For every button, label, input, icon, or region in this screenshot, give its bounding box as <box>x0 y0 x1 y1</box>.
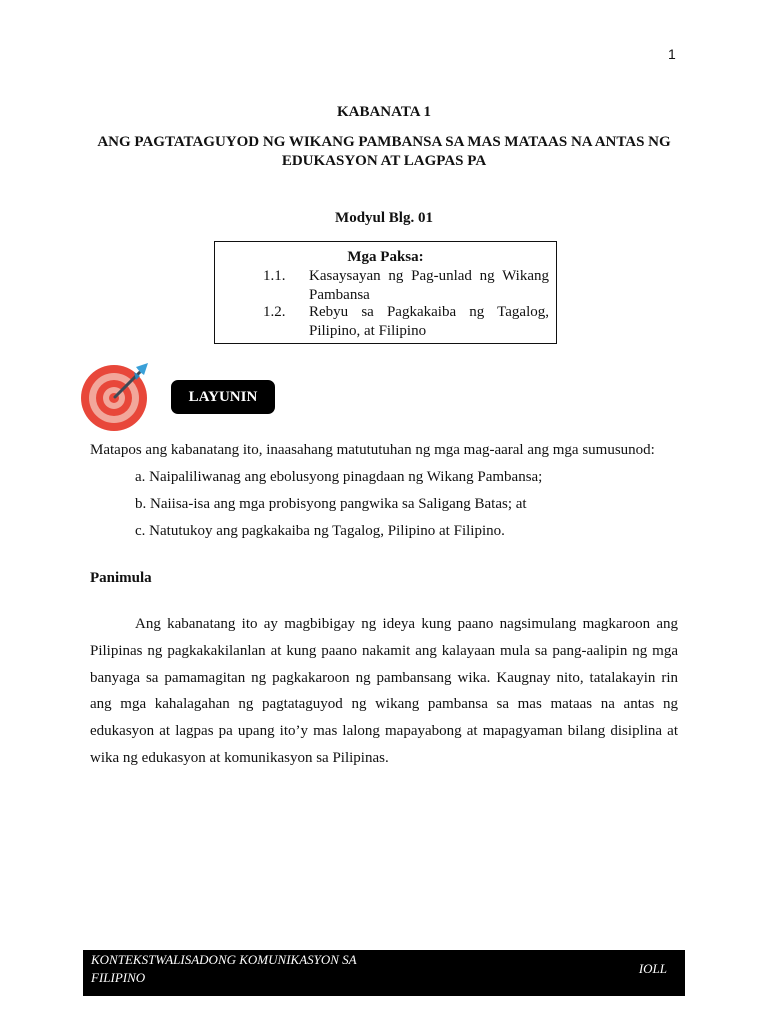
page-number: 1 <box>668 46 676 62</box>
introduction-paragraph: Ang kabanatang ito ay magbibigay ng ideya kung paano nagsimulang magkaroon ang Pilipinas ng pagkakakilanlan at kung paano nakamit ang kalayaan mula sa pang-aalipin ng mga banyaga sa pamamagitan ng pagkakaroon ng pambansang wika. Kaugnay nito, tatalakayin rin ang mga kahalagahan ng pagtataguyod ng wikang pambansa sa mas mataas na antas ng edukasyon at lagpas pa upang ito’y mas lalong mapayabong at mapagyaman bilang disiplina at wika ng edukasyon at komunikasyon sa Pilipinas. <box>90 616 678 766</box>
topic-text: Rebyu sa Pagkakaiba ng Tagalog, Pilipino, at Filipino <box>309 304 549 339</box>
chapter-title: ANG PAGTATAGUYOD NG WIKANG PAMBANSA SA MAS MATAAS NA ANTAS NG EDUKASYON AT LAGPAS PA <box>97 134 671 169</box>
topics-heading: Mga Paksa: <box>347 249 424 265</box>
objective-item: a. Naipaliliwanag ang ebolusyong pinagdaan ng Wikang Pambansa; <box>135 469 543 485</box>
topics-box <box>214 241 557 344</box>
objectives-intro: Matapos ang kabanatang ito, inaasahang matututuhan ng mga mag-aaral ang mga sumusunod: <box>90 442 655 458</box>
target-icon <box>78 358 154 434</box>
module-label: Modyul Blg. 01 <box>335 210 433 226</box>
footer-course-title: KONTEKSTWALISADONG KOMUNIKASYON SA FILIPINO <box>91 952 357 985</box>
section-heading: Panimula <box>90 570 152 586</box>
footer-bar <box>83 950 685 996</box>
topic-number: 1.1. <box>263 268 286 284</box>
topic-text: Kasaysayan ng Pag-unlad ng Wikang Pambansa <box>309 268 549 303</box>
objective-item: c. Natutukoy ang pagkakaiba ng Tagalog, Pilipino at Filipino. <box>135 523 505 539</box>
chapter-label: KABANATA 1 <box>336 104 432 120</box>
footer-code: IOLL <box>638 961 667 976</box>
topic-number: 1.2. <box>263 304 286 320</box>
objective-item: b. Naiisa-isa ang mga probisyong pangwika sa Saligang Batas; at <box>135 496 527 512</box>
objectives-badge: LAYUNIN <box>171 380 275 414</box>
